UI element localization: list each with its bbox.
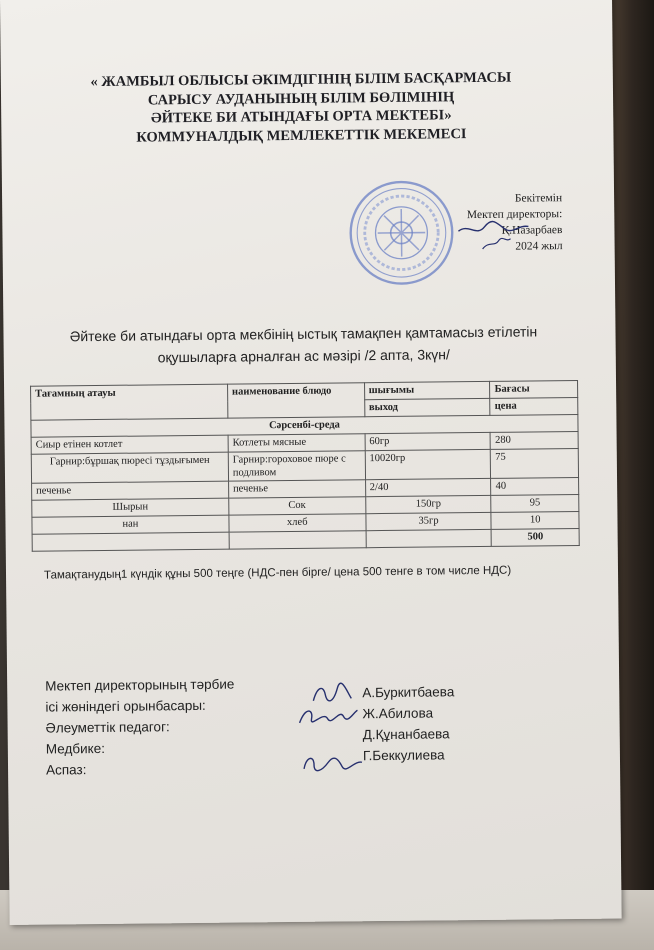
dish-ru: Гарнир:гороховое пюре с подливом [228, 451, 365, 481]
header-line-4: КОММУНАЛДЫҚ МЕМЛЕКЕТТІК МЕКЕМЕСІ [136, 125, 467, 146]
staff-roles [45, 674, 235, 781]
dish-price: 95 [491, 494, 579, 512]
dish-kz: нан [32, 515, 229, 534]
header-line-2: САРЫСУ АУДАНЫНЫҢ БІЛІМ БӨЛІМІНІҢ [147, 88, 455, 108]
dish-yield: 10020гр [365, 449, 491, 479]
approval-line-2: Мектеп директоры: [466, 208, 563, 222]
dish-kz: Сиыр етінен котлет [31, 435, 228, 454]
dish-ru: хлеб [229, 514, 366, 532]
empty-cell [32, 532, 229, 551]
empty-cell [229, 531, 366, 549]
dish-yield: 2/40 [365, 478, 491, 496]
dish-yield: 150гр [365, 495, 491, 513]
dish-ru: Котлеты мясные [228, 434, 365, 452]
empty-cell [366, 529, 492, 547]
dish-price: 40 [491, 477, 579, 495]
signature-2-icon [295, 702, 361, 729]
staff-role: Әлеуметтік педагог: [45, 719, 170, 736]
signature-4-icon [300, 750, 366, 777]
menu-title [23, 320, 583, 370]
dish-kz: Шырын [32, 498, 229, 517]
header-yield-ru: выход [364, 398, 490, 416]
staff-name: А.Буркитбаева [362, 684, 455, 701]
dish-price: 280 [491, 431, 579, 449]
dish-ru: Сок [229, 497, 366, 515]
day-label: Сәрсенбі-среда [31, 414, 578, 437]
daily-cost-note: Тамақтанудың1 күндік құны 500 теңге (НДС-пен бірге/ цена 500 тенге в том числе НДС) [43, 564, 512, 582]
dish-kz: Гарнир:бұршақ пюресі тұздығымен [31, 452, 228, 483]
title-line-2: оқушыларға арналған ас мәзірі /2 апта, 3күн/ [157, 346, 450, 366]
dish-price: 10 [491, 511, 579, 529]
dish-yield: 60гр [365, 432, 491, 450]
institution-header [41, 68, 562, 147]
staff-names [362, 681, 455, 766]
menu-table [30, 380, 580, 552]
staff-role: Аспаз: [45, 762, 87, 778]
header-price-kz: Бағасы [490, 380, 578, 398]
header-name-ru: наименование блюдо [227, 383, 364, 418]
staff-role: Мектеп директорының тәрбие [45, 676, 235, 694]
header-line-3: ӘЙТЕКЕ БИ АТЫНДАҒЫ ОРТА МЕКТЕБІ» [150, 107, 452, 127]
header-yield-kz: шығымы [364, 381, 490, 399]
dish-ru: печенье [228, 480, 365, 498]
header-line-1: « ЖАМБЫЛ ОБЛЫСЫ ӘКІМДІГІНІҢ БІЛІМ БАСҚАРМАСЫ [90, 69, 512, 91]
approval-line-3: Қ.Назарбаев [501, 224, 563, 237]
total-price: 500 [492, 528, 580, 546]
official-seal-icon [347, 178, 456, 287]
director-signature-icon [454, 212, 534, 253]
dish-yield: 35гр [366, 512, 492, 530]
staff-name: Д.Құнанбаева [362, 726, 450, 743]
dish-price: 75 [491, 448, 579, 478]
approval-line-4: 2024 жыл [515, 240, 563, 253]
title-line-1: Әйтеке би атындағы орта мекбінің ыстық тамақпен қамтамасыз етілетін [69, 323, 538, 345]
dish-kz: печенье [32, 481, 229, 500]
staff-role: Медбике: [45, 740, 105, 757]
header-price-ru: цена [490, 397, 578, 415]
staff-name: Г.Беккулиева [362, 747, 445, 764]
staff-role: ісі жөніндегі орынбасары: [45, 697, 206, 715]
staff-name: Ж.Абилова [362, 705, 434, 722]
header-name-kz: Тағамның атауы [31, 384, 228, 420]
approval-line-1: Бекітемін [514, 192, 563, 205]
